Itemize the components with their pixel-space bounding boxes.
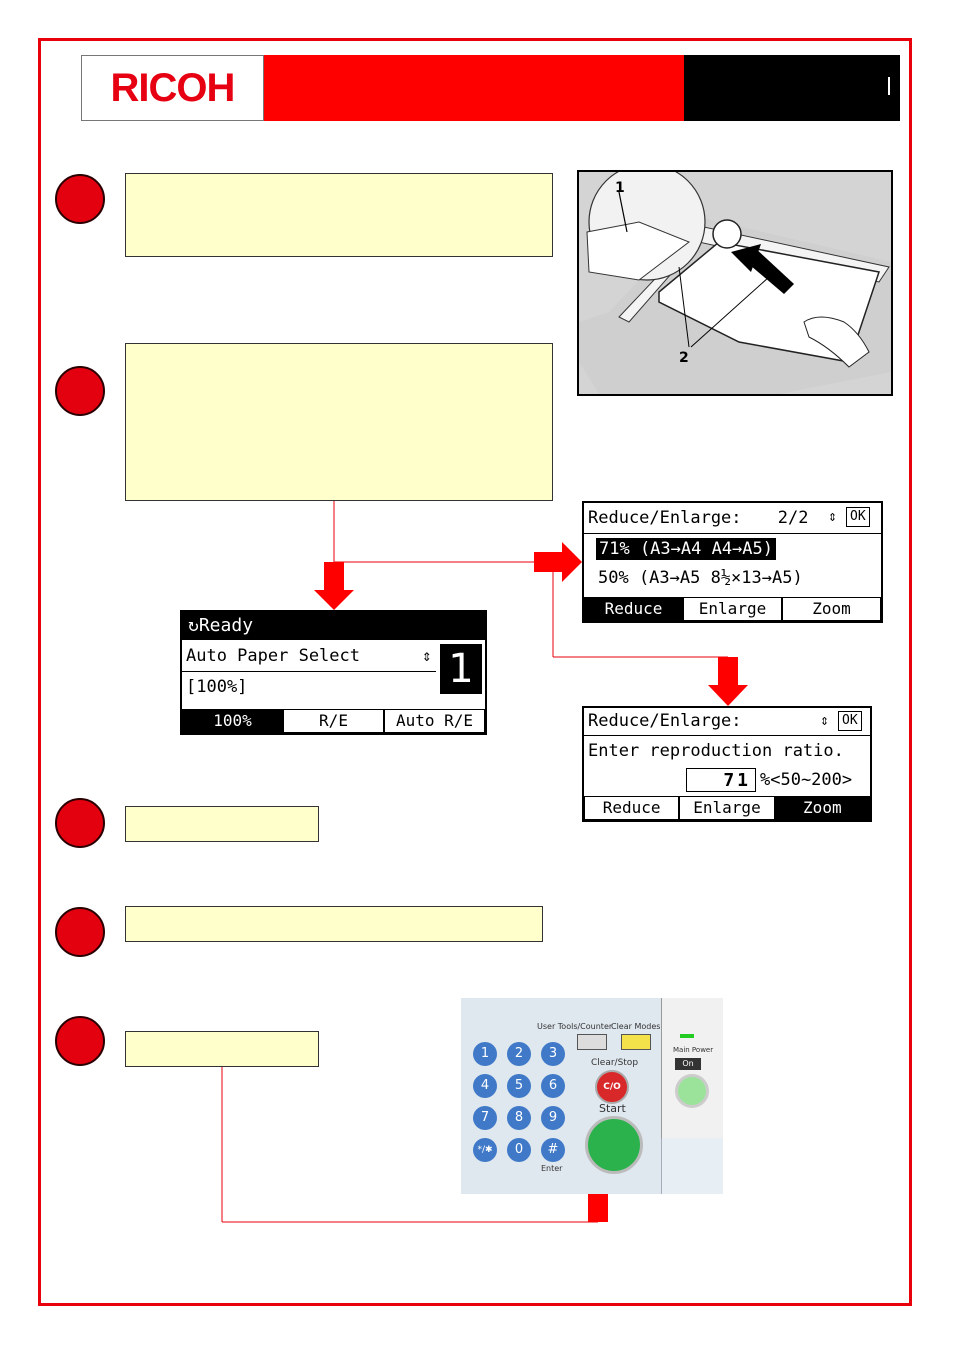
main-power-label: Main Power: [673, 1046, 714, 1054]
logo-text: RICOH: [110, 65, 235, 110]
key-6[interactable]: 6: [541, 1074, 565, 1098]
copy-count: 1: [440, 644, 482, 694]
key-3[interactable]: 3: [541, 1042, 565, 1066]
up-down-arrow-icon: ⇕: [422, 646, 432, 665]
up-down-arrow-icon: ⇕: [820, 711, 830, 729]
lcd-status: Ready: [198, 615, 254, 636]
control-panel-photo: [461, 998, 723, 1194]
clear-stop-label: Clear/Stop: [591, 1058, 639, 1068]
ratio-range: %<50~200>: [760, 770, 853, 790]
refresh-icon: ↻: [188, 615, 199, 636]
tab-enlarge[interactable]: Enlarge: [679, 796, 774, 820]
diagram-label-1: 1: [615, 180, 625, 196]
zoom-title: Reduce/Enlarge:: [588, 711, 742, 731]
tab-auto-r-e[interactable]: Auto R/E: [384, 709, 485, 733]
clear-modes-label: Clear Modes: [611, 1022, 661, 1031]
re-page: 2/2: [777, 508, 809, 528]
tab-enlarge[interactable]: Enlarge: [683, 597, 782, 621]
lcd-zoom-screen: [582, 706, 872, 822]
key-star[interactable]: */✱: [473, 1138, 497, 1162]
option-50-percent[interactable]: 50% (A3→A5 8½×13→A5): [598, 568, 803, 588]
key-hash[interactable]: #: [541, 1138, 565, 1162]
on-label: On: [675, 1058, 701, 1070]
lcd-ratio: [100%]: [186, 677, 248, 697]
user-tools-label: User Tools/Counter: [537, 1022, 613, 1031]
numeric-keypad: [473, 1042, 573, 1172]
key-0[interactable]: 0: [507, 1138, 531, 1162]
clear-modes-key[interactable]: [621, 1034, 651, 1050]
key-2[interactable]: 2: [507, 1042, 531, 1066]
key-7[interactable]: 7: [473, 1106, 497, 1130]
tab-zoom[interactable]: Zoom: [775, 796, 870, 820]
tab-100-percent[interactable]: 100%: [182, 709, 283, 733]
lcd-reduce-enlarge-screen: [582, 501, 883, 623]
ok-button[interactable]: OK: [846, 507, 870, 527]
up-down-arrow-icon: ⇕: [828, 507, 838, 525]
tab-reduce[interactable]: Reduce: [584, 796, 679, 820]
option-71-percent[interactable]: 71% (A3→A4 A4→A5): [596, 538, 776, 560]
enter-label: Enter: [541, 1164, 563, 1173]
lcd-ready-screen: [180, 610, 487, 735]
clear-stop-key[interactable]: C/O: [595, 1070, 629, 1104]
re-title: Reduce/Enlarge:: [588, 508, 742, 528]
key-1[interactable]: 1: [473, 1042, 497, 1066]
tab-zoom[interactable]: Zoom: [782, 597, 881, 621]
diagram-label-2: 2: [679, 350, 689, 366]
start-key[interactable]: [585, 1116, 643, 1174]
key-8[interactable]: 8: [507, 1106, 531, 1130]
key-5[interactable]: 5: [507, 1074, 531, 1098]
zoom-prompt: Enter reproduction ratio.: [588, 741, 844, 761]
lcd-paper-select: Auto Paper Select: [186, 646, 360, 666]
ratio-input[interactable]: 71: [686, 768, 756, 792]
key-9[interactable]: 9: [541, 1106, 565, 1130]
key-4[interactable]: 4: [473, 1074, 497, 1098]
user-tools-key[interactable]: [577, 1034, 607, 1050]
main-power-key[interactable]: [675, 1074, 709, 1108]
tab-reduce[interactable]: Reduce: [584, 597, 683, 621]
power-indicator: [680, 1034, 694, 1038]
start-label: Start: [599, 1102, 626, 1115]
ok-button[interactable]: OK: [838, 711, 862, 731]
tab-r-e[interactable]: R/E: [283, 709, 384, 733]
